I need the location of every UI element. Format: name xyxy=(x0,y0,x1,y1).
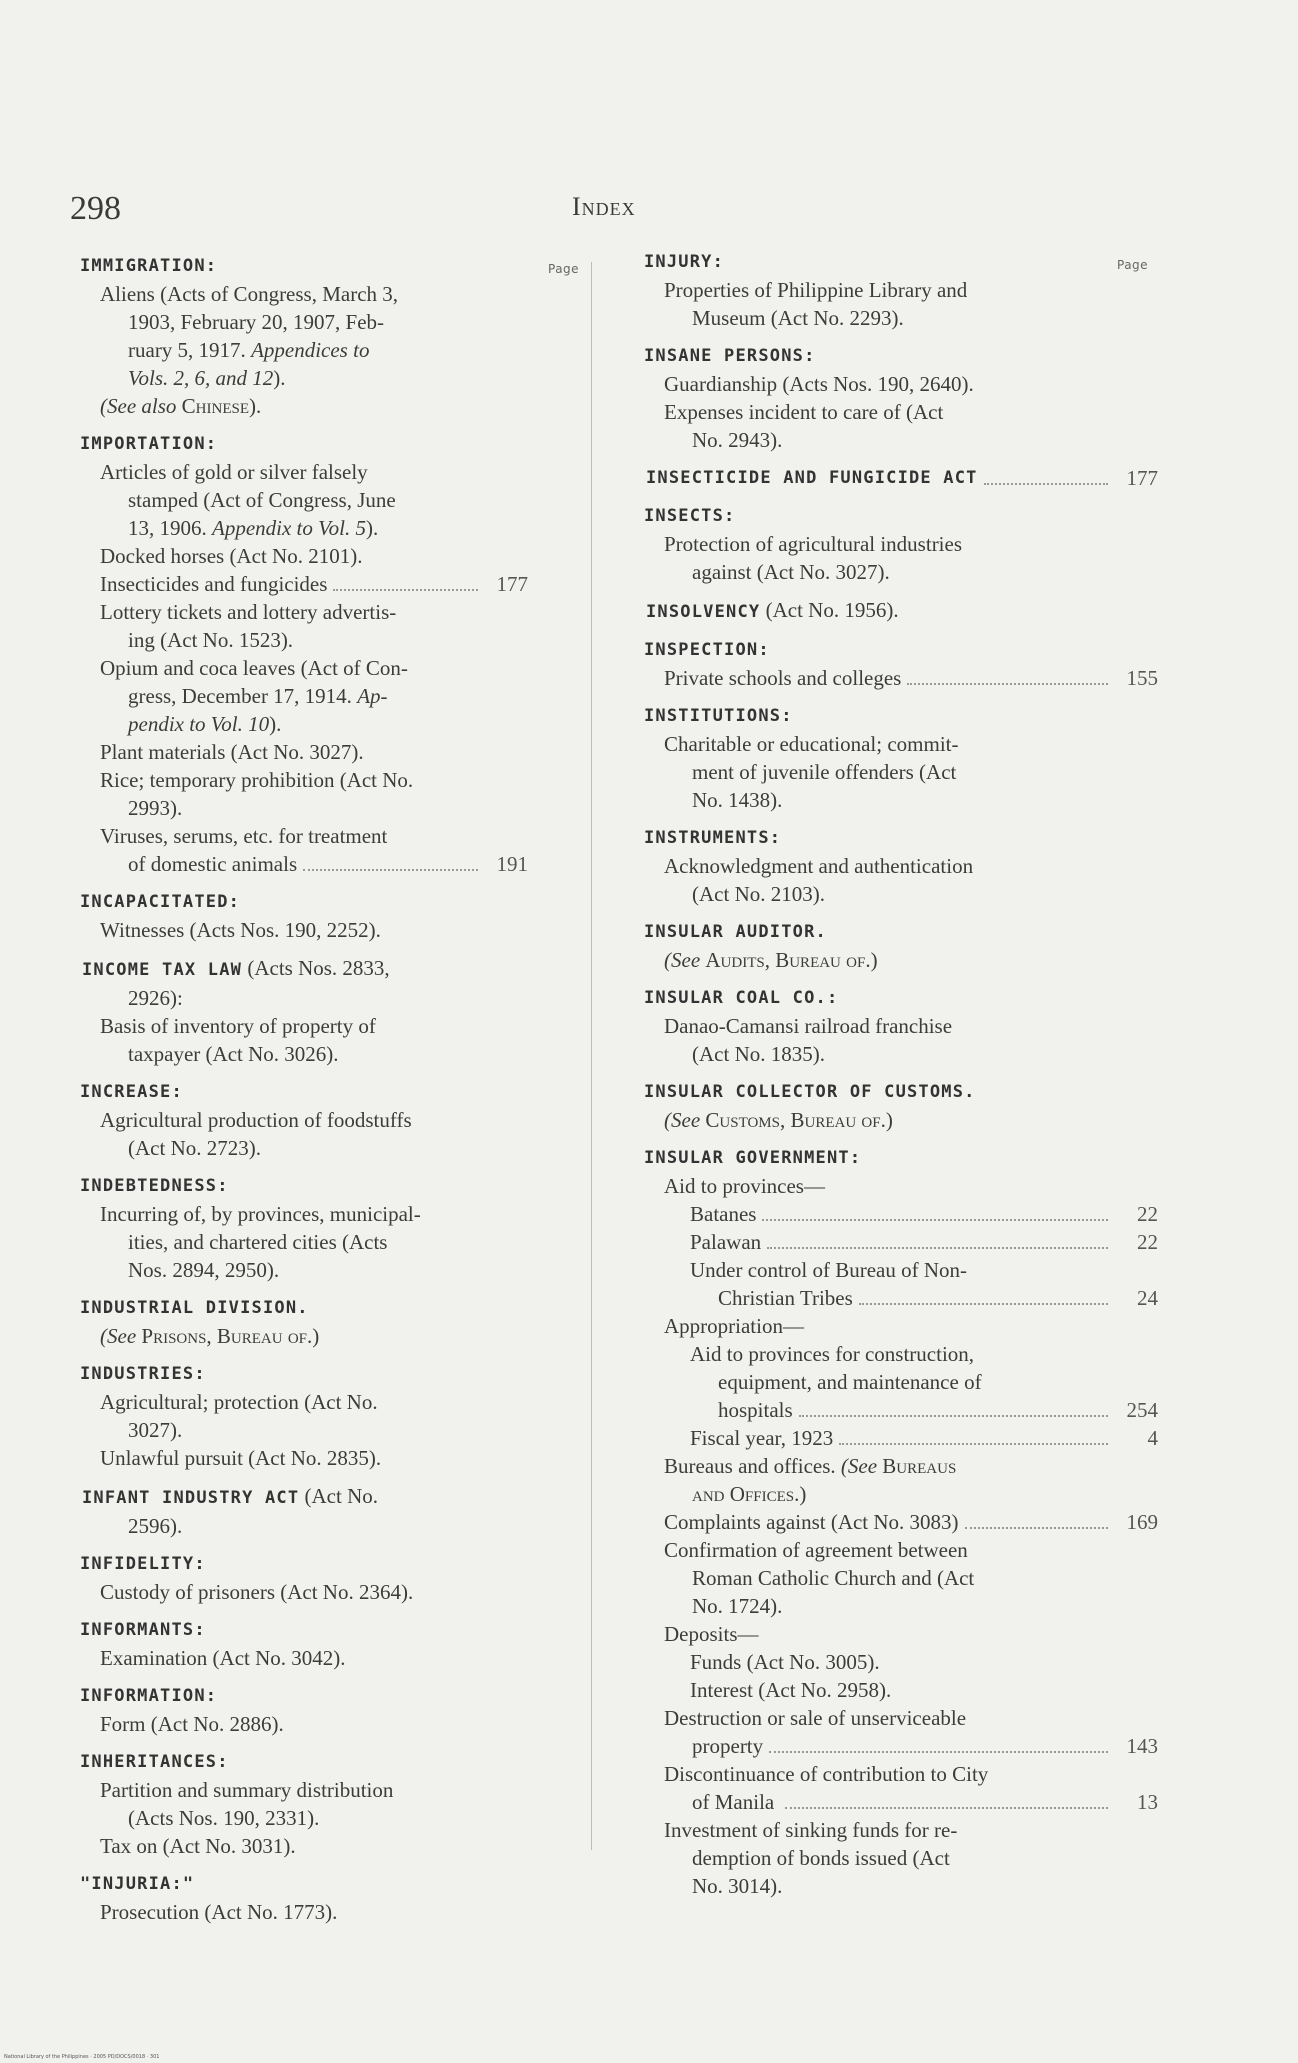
subentry: Basis of inventory of property of taxpayer (Act No. 3026). xyxy=(100,1014,376,1066)
subentry: Custody of prisoners (Act No. 2364). xyxy=(100,1580,414,1604)
scan-credit: National Library of the Philippines · 2005 PD/DOCS/0018 · 301 xyxy=(4,2054,160,2060)
entry-heading: INSULAR COLLECTOR OF CUSTOMS. xyxy=(644,1082,976,1102)
entry-heading: INSULAR AUDITOR. xyxy=(644,922,827,942)
subentry: Charitable or educational; commit- ment of juvenile offenders (Act No. 1438). xyxy=(664,732,959,812)
page-ref: 177 xyxy=(496,572,528,596)
index-entry-instruments xyxy=(642,824,1158,908)
subentry-with-page: Complaints against (Act No. 3083) 169 xyxy=(664,1510,1158,1534)
subentry: Guardianship (Acts Nos. 190, 2640). xyxy=(664,372,974,396)
page-ref: 177 xyxy=(1126,466,1158,490)
subentry: Examination (Act No. 3042). xyxy=(100,1646,346,1670)
entry-heading: INSULAR COAL CO.: xyxy=(644,988,839,1008)
subentry-with-page: Private schools and colleges 155 xyxy=(664,666,1158,690)
index-entry-immigration xyxy=(78,252,528,420)
index-entry-industrial-division xyxy=(78,1294,528,1350)
page-ref: 4 xyxy=(1147,1426,1158,1450)
subentry-with-page: of domestic animals 191 xyxy=(128,852,528,876)
index-entry-insular-government xyxy=(642,1144,1158,1900)
subentry: Articles of gold or silver falsely stamped (Act of Congress, June 13, 1906. Appendix to Vol. 5). xyxy=(100,460,396,540)
subentry: Funds (Act No. 3005). xyxy=(690,1650,880,1674)
subentry: Danao-Camansi railroad franchise (Act No. 1835). xyxy=(664,1014,953,1066)
entry-heading: INFANT INDUSTRY ACT xyxy=(82,1488,300,1508)
column-divider xyxy=(591,262,592,1850)
entry-heading: INFIDELITY: xyxy=(80,1554,206,1574)
subentry: Aliens (Acts of Congress, March 3, 1903, February 20, 1907, Feb- ruary 5, 1917. Appendices to Vols. 2, 6, and 12). xyxy=(100,282,399,390)
entry-heading: INFORMATION: xyxy=(80,1686,218,1706)
cross-reference: (See Customs, Bureau of.) xyxy=(664,1108,893,1132)
index-entry-insects xyxy=(642,502,1158,586)
subentry: Appropriation— xyxy=(664,1314,804,1338)
index-entry-inspection xyxy=(642,636,1158,692)
index-entry-infidelity xyxy=(78,1550,528,1606)
entry-heading: INCREASE: xyxy=(80,1082,183,1102)
page-number: 298 xyxy=(70,190,121,227)
subentry-with-page: of Manila 13 xyxy=(692,1790,1158,1814)
subentry: Acknowledgment and authentication (Act No. 2103). xyxy=(664,854,974,906)
cross-reference: (See Audits, Bureau of.) xyxy=(664,948,878,972)
index-entry-income-tax-law: INCOME TAX LAW (Acts Nos. 2833, 2926): Basis of inventory of property of taxpayer (Act No. 3026). xyxy=(78,954,528,1068)
subentry: Partition and summary distribution (Acts Nos. 190, 2331). xyxy=(100,1778,394,1830)
subentry: Opium and coca leaves (Act of Con- gress, December 17, 1914. Ap- pendix to Vol. 10). xyxy=(100,656,408,736)
index-entry-information xyxy=(78,1682,528,1738)
index-entry-industries xyxy=(78,1360,528,1472)
subentry: Plant materials (Act No. 3027). xyxy=(100,740,364,764)
page-ref: 13 xyxy=(1137,1790,1158,1814)
subentry: Expenses incident to care of (Act No. 2943). xyxy=(664,400,944,452)
subentry: Agricultural; protection (Act No. 3027). xyxy=(100,1390,378,1442)
page-ref: 155 xyxy=(1126,666,1158,690)
entry-heading: INSPECTION: xyxy=(644,640,770,660)
subentry: Deposits— xyxy=(664,1622,759,1646)
index-entry-infant-industry-act: INFANT INDUSTRY ACT (Act No. 2596). xyxy=(78,1482,528,1540)
subentry-with-page: Batanes 22 xyxy=(690,1202,1158,1226)
subentry: Properties of Philippine Library and Museum (Act No. 2293). xyxy=(664,278,968,330)
page-ref: 143 xyxy=(1126,1734,1158,1758)
cross-reference: (See Prisons, Bureau of.) xyxy=(100,1324,320,1348)
subentry: Prosecution (Act No. 1773). xyxy=(100,1900,338,1924)
subentry: Aid to provinces— xyxy=(664,1174,825,1198)
entry-heading: INHERITANCES: xyxy=(80,1752,229,1772)
subentry: Confirmation of agreement between Roman Catholic Church and (Act No. 1724). xyxy=(664,1538,975,1618)
entry-heading: "INJURIA:" xyxy=(80,1874,195,1894)
index-entry-indebtedness xyxy=(78,1172,528,1284)
entry-heading: INJURY: xyxy=(644,252,725,272)
entry-heading: INCAPACITATED: xyxy=(80,892,241,912)
index-entry-informants xyxy=(78,1616,528,1672)
entry-heading: INSTRUMENTS: xyxy=(644,828,782,848)
entry-heading: INDUSTRIAL DIVISION. xyxy=(80,1298,309,1318)
subentry: Incurring of, by provinces, municipal- ities, and chartered cities (Acts Nos. 2894, 2950). xyxy=(100,1202,421,1282)
subentry-with-page: Christian Tribes 24 xyxy=(718,1286,1158,1310)
index-entry-importation xyxy=(78,430,528,878)
subentry-with-page: property 143 xyxy=(692,1734,1158,1758)
subentry: Discontinuance of contribution to City xyxy=(664,1762,989,1786)
page-ref: 254 xyxy=(1126,1398,1158,1422)
left-column xyxy=(78,252,528,1936)
heading-continuation: 2596). xyxy=(128,1514,183,1538)
index-entry-increase xyxy=(78,1078,528,1162)
subentry-with-page: Fiscal year, 1923 4 xyxy=(690,1426,1158,1450)
subentry: Lottery tickets and lottery advertis- ing (Act No. 1523). xyxy=(100,600,397,652)
index-entry-insular-coal-co xyxy=(642,984,1158,1068)
subentry: Docked horses (Act No. 2101). xyxy=(100,544,363,568)
entry-heading: INCOME TAX LAW xyxy=(82,960,243,980)
entry-heading: INSOLVENCY xyxy=(646,602,761,622)
subentry: Rice; temporary prohibition (Act No. 2993). xyxy=(100,768,414,820)
entry-heading: IMMIGRATION: xyxy=(80,256,218,276)
entry-heading: INSECTICIDE AND FUNGICIDE ACT xyxy=(646,468,978,488)
index-entry-institutions xyxy=(642,702,1158,814)
page-ref: 22 xyxy=(1137,1202,1158,1226)
entry-heading: INSANE PERSONS: xyxy=(644,346,816,366)
entry-heading: INSULAR GOVERNMENT: xyxy=(644,1148,862,1168)
subentry: Investment of sinking funds for re- demption of bonds issued (Act No. 3014). xyxy=(664,1818,958,1898)
subentry: Tax on (Act No. 3031). xyxy=(100,1834,296,1858)
running-head: Index xyxy=(572,192,636,221)
subentry: Viruses, serums, etc. for treatment xyxy=(100,824,388,848)
subentry: Unlawful pursuit (Act No. 2835). xyxy=(100,1446,382,1470)
subentry-with-page: Insecticides and fungicides 177 xyxy=(100,572,528,596)
left-page-column-label: Page xyxy=(548,262,580,276)
entry-heading: INSTITUTIONS: xyxy=(644,706,793,726)
subentry: Destruction or sale of unserviceable xyxy=(664,1706,967,1730)
index-entry-insolvency: INSOLVENCY (Act No. 1956). xyxy=(646,598,899,622)
index-entry-insane-persons xyxy=(642,342,1158,454)
cross-reference: (See also Chinese). xyxy=(100,394,262,418)
index-entry-insecticide-act xyxy=(642,464,1158,492)
subentry: Form (Act No. 2886). xyxy=(100,1712,284,1736)
subentry-with-page: Palawan 22 xyxy=(690,1230,1158,1254)
heading-continuation: 2926): xyxy=(128,986,183,1010)
index-entry-insular-collector-of-customs xyxy=(642,1078,1158,1134)
right-column xyxy=(642,248,1158,1910)
entry-heading: INFORMANTS: xyxy=(80,1620,206,1640)
entry-heading: INDUSTRIES: xyxy=(80,1364,206,1384)
subentry: Under control of Bureau of Non- xyxy=(690,1258,967,1282)
index-entry-injury xyxy=(642,248,1158,332)
index-entry-incapacitated xyxy=(78,888,528,944)
right-page-column-label: Page xyxy=(1117,258,1149,272)
cross-reference: Bureaus and offices. (See Bureaus and Offices.) xyxy=(664,1454,957,1506)
page-ref: 24 xyxy=(1137,1286,1158,1310)
index-entry-insular-auditor xyxy=(642,918,1158,974)
subentry: Witnesses (Acts Nos. 190, 2252). xyxy=(100,918,381,942)
entry-heading: INSECTS: xyxy=(644,506,736,526)
page-ref: 22 xyxy=(1137,1230,1158,1254)
subentry: Interest (Act No. 2958). xyxy=(690,1678,892,1702)
entry-heading: INDEBTEDNESS: xyxy=(80,1176,229,1196)
entry-heading: IMPORTATION: xyxy=(80,434,218,454)
index-entry-injuria xyxy=(78,1870,528,1926)
page-ref: 191 xyxy=(496,852,528,876)
subentry-with-page: hospitals 254 xyxy=(718,1398,1158,1422)
index-entry-inheritances xyxy=(78,1748,528,1860)
subentry: Aid to provinces for construction, equipment, and maintenance of xyxy=(690,1342,982,1394)
page-ref: 169 xyxy=(1126,1510,1158,1534)
subentry: Agricultural production of foodstuffs (Act No. 2723). xyxy=(100,1108,412,1160)
subentry: Protection of agricultural industries against (Act No. 3027). xyxy=(664,532,963,584)
